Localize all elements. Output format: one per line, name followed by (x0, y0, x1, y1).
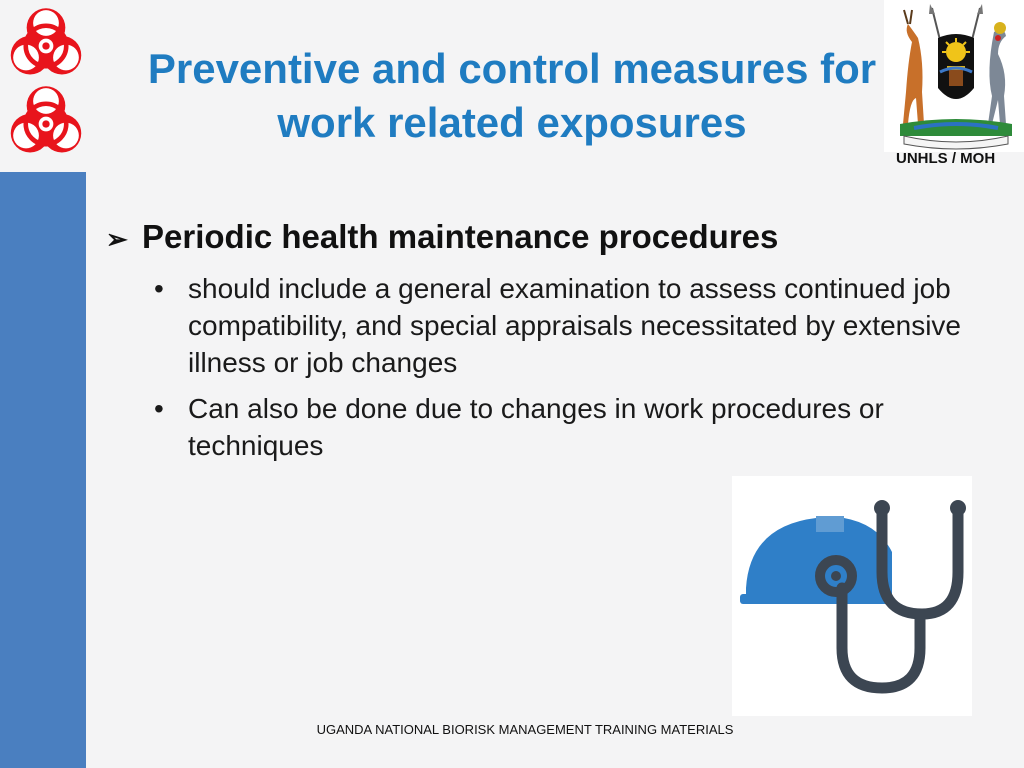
bullet-dot: • (154, 273, 164, 304)
bullet-list (154, 270, 1004, 473)
illustration-panel (732, 476, 972, 716)
bullet-dot: • (154, 393, 164, 424)
bullet-text: should include a general examination to assess continued job compatibility, and special appraisals necessitated by extensive illness or job changes (188, 273, 962, 378)
org-label: UNHLS / MOH (896, 150, 996, 167)
section-heading (106, 218, 778, 256)
left-accent-bar (0, 172, 86, 768)
bullet-text: Can also be done due to changes in work procedures or techniques (188, 393, 884, 461)
coat-of-arms-panel (884, 0, 1024, 152)
title-line-2: work related exposures (277, 99, 747, 146)
biohazard-icon (0, 78, 92, 170)
list-item (154, 390, 1004, 464)
slide-title (100, 42, 924, 150)
arrow-bullet-icon: ➢ (106, 224, 128, 254)
title-line-1: Preventive and control measures for (147, 45, 877, 92)
coat-of-arms-icon (894, 2, 1018, 152)
heading-text: Periodic health maintenance procedures (142, 218, 779, 255)
hardhat-stethoscope-icon (732, 476, 972, 716)
list-item (154, 270, 1004, 381)
footer-text: UGANDA NATIONAL BIORISK MANAGEMENT TRAINING MATERIALS (316, 722, 734, 737)
